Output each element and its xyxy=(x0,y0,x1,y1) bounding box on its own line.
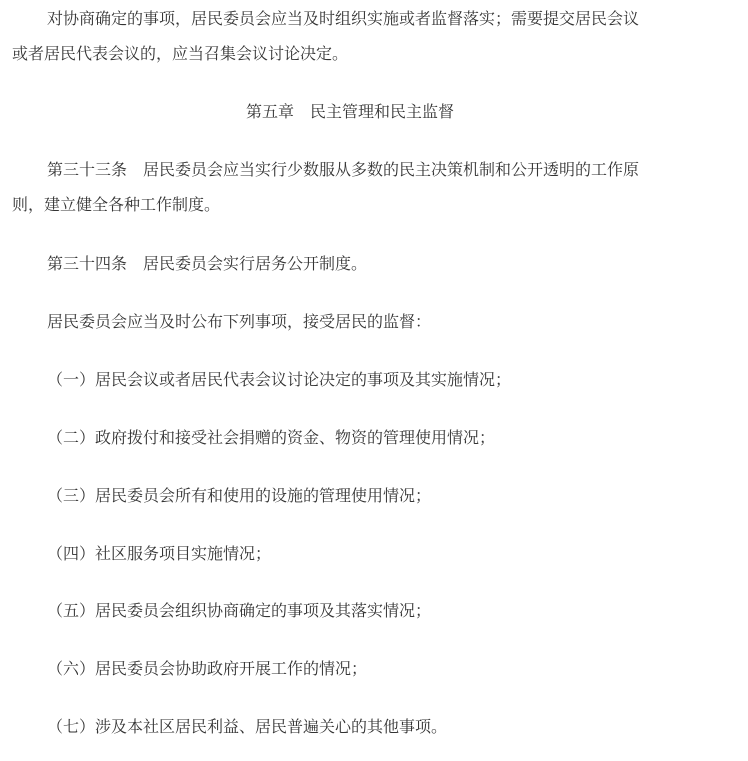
article-33-line: 则，建立健全各种工作制度。 xyxy=(12,195,221,214)
list-item: （一）居民会议或者居民代表会议讨论决定的事项及其实施情况； xyxy=(47,370,512,389)
paragraph-line: 对协商确定的事项，居民委员会应当及时组织实施或者监督落实；需要提交居民会议 xyxy=(47,9,640,28)
list-item: （四）社区服务项目实施情况； xyxy=(47,544,272,563)
list-item: （七）涉及本社区居民利益、居民普遍关心的其他事项。 xyxy=(47,717,448,736)
paragraph-line: 或者居民代表会议的，应当召集会议讨论决定。 xyxy=(12,44,349,63)
chapter-heading: 第五章 民主管理和民主监督 xyxy=(245,102,454,121)
list-item: （二）政府拨付和接受社会捐赠的资金、物资的管理使用情况； xyxy=(47,428,496,447)
list-item: （三）居民委员会所有和使用的设施的管理使用情况； xyxy=(47,486,432,505)
article-34: 第三十四条 居民委员会实行居务公开制度。 xyxy=(47,254,368,273)
list-item: （六）居民委员会协助政府开展工作的情况； xyxy=(47,659,368,678)
article-34-intro: 居民委员会应当及时公布下列事项，接受居民的监督： xyxy=(47,312,432,331)
list-item: （五）居民委员会组织协商确定的事项及其落实情况； xyxy=(47,601,432,620)
article-33-line: 第三十三条 居民委员会应当实行少数服从多数的民主决策机制和公开透明的工作原 xyxy=(47,160,640,179)
